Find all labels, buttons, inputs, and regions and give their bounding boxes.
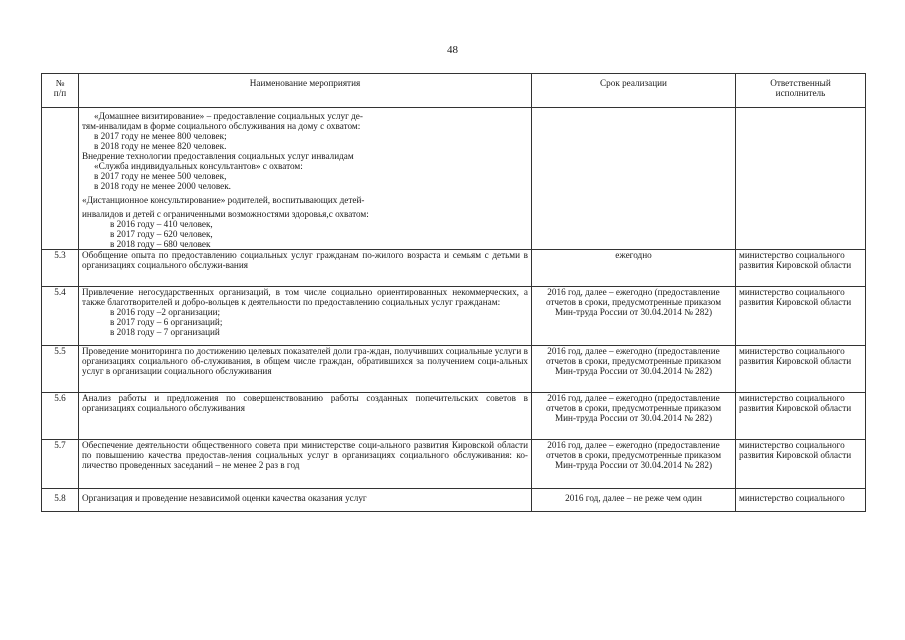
table-row [42,287,866,346]
row-activity: Организация и проведение независимой оценки качества оказания услуг [79,489,532,512]
table-row [42,250,866,287]
row-activity: Привлечение негосударственных организаций, в том числе социально ориентированных некоммерческих, а также благотворителей и добро-вольцев к деятельности по предоставлению социальных услуг гражданам: в 2016 году –2 организации; в 2017 году – 6 организаций; в 2018 году – 7 организаций [79,287,532,346]
row-executor: министерство социального развития Кировской области [736,440,866,489]
row-activity: Анализ работы и предложения по совершенствованию работы созданных попечительских советов в организациях социального обслуживания [79,393,532,440]
row-term: 2016 год, далее – ежегодно (предоставление отчетов в сроки, предусмотренные приказом Мин-труда России от 30.04.2014 № 282) [532,393,736,440]
table-header [42,74,866,108]
row-number: 5.4 [42,287,79,346]
header-num: № п/п [42,74,79,108]
row-term: 2016 год, далее – не реже чем один [532,489,736,512]
row-number: 5.7 [42,440,79,489]
row-number: 5.6 [42,393,79,440]
header-term: Срок реализации [532,74,736,108]
row-executor: министерство социального развития Кировской области [736,250,866,287]
row-term: 2016 год, далее – ежегодно (предоставление отчетов в сроки, предусмотренные приказом Мин-труда России от 30.04.2014 № 282) [532,346,736,393]
row-executor: министерство социального развития Кировской области [736,287,866,346]
table-row [42,440,866,489]
table-row [42,393,866,440]
table-row-continuation [42,108,866,250]
continuation-text: «Домашнее визитирование» – предоставление социальных услуг де- тям-инвалидам в форме социального обслуживания на дому с охватом: в 2017 году не менее 800 человек; в 2018 году не менее 820 человек. Внедрение технологии предоставления социальных услуг инвалидам «Служба индивидуальных консультантов» с охватом: в 2017 году не менее 500 человек, в 2018 году не менее 2000 человек. «Дистанционное консультирование» родителей, воспитывающих детей- инвалидов и детей с ограниченными возможностями здоровья,с охватом: в 2016 году – 410 человек, в 2017 году – 620 человек, в 2018 году – 680 человек [79,108,532,250]
row-number: 5.3 [42,250,79,287]
header-exec: Ответственный исполнитель [736,74,866,108]
row-activity: Проведение мониторинга по достижению целевых показателей доли гра-ждан, получивших социальные услуги в организациях социального об-служивания, в общем числе граждан, обратившихся за получением соци-альных услуг в организации социального обслуживания [79,346,532,393]
activities-table [41,73,866,512]
row-executor: министерство социального [736,489,866,512]
row-term: 2016 год, далее – ежегодно (предоставление отчетов в сроки, предусмотренные приказом Мин-труда России от 30.04.2014 № 282) [532,287,736,346]
row-number: 5.5 [42,346,79,393]
table-row [42,346,866,393]
row-term: ежегодно [532,250,736,287]
page-number: 48 [447,44,458,56]
row-executor: министерство социального развития Кировской области [736,393,866,440]
header-name: Наименование мероприятия [79,74,532,108]
table-row [42,489,866,512]
row-executor: министерство социального развития Кировской области [736,346,866,393]
row-activity: Обобщение опыта по предоставлению социальных услуг гражданам по-жилого возраста и семьям с детьми в организациях социального обслужи-вания [79,250,532,287]
row-term: 2016 год, далее – ежегодно (предоставление отчетов в сроки, предусмотренные приказом Мин-труда России от 30.04.2014 № 282) [532,440,736,489]
row-number: 5.8 [42,489,79,512]
row-activity: Обеспечение деятельности общественного совета при министерстве соци-ального развития Кировской области по повышению качества предостав-ления социальных услуг в организациях социального обслуживания: ко-личество проведенных заседаний – не менее 2 раз в год [79,440,532,489]
